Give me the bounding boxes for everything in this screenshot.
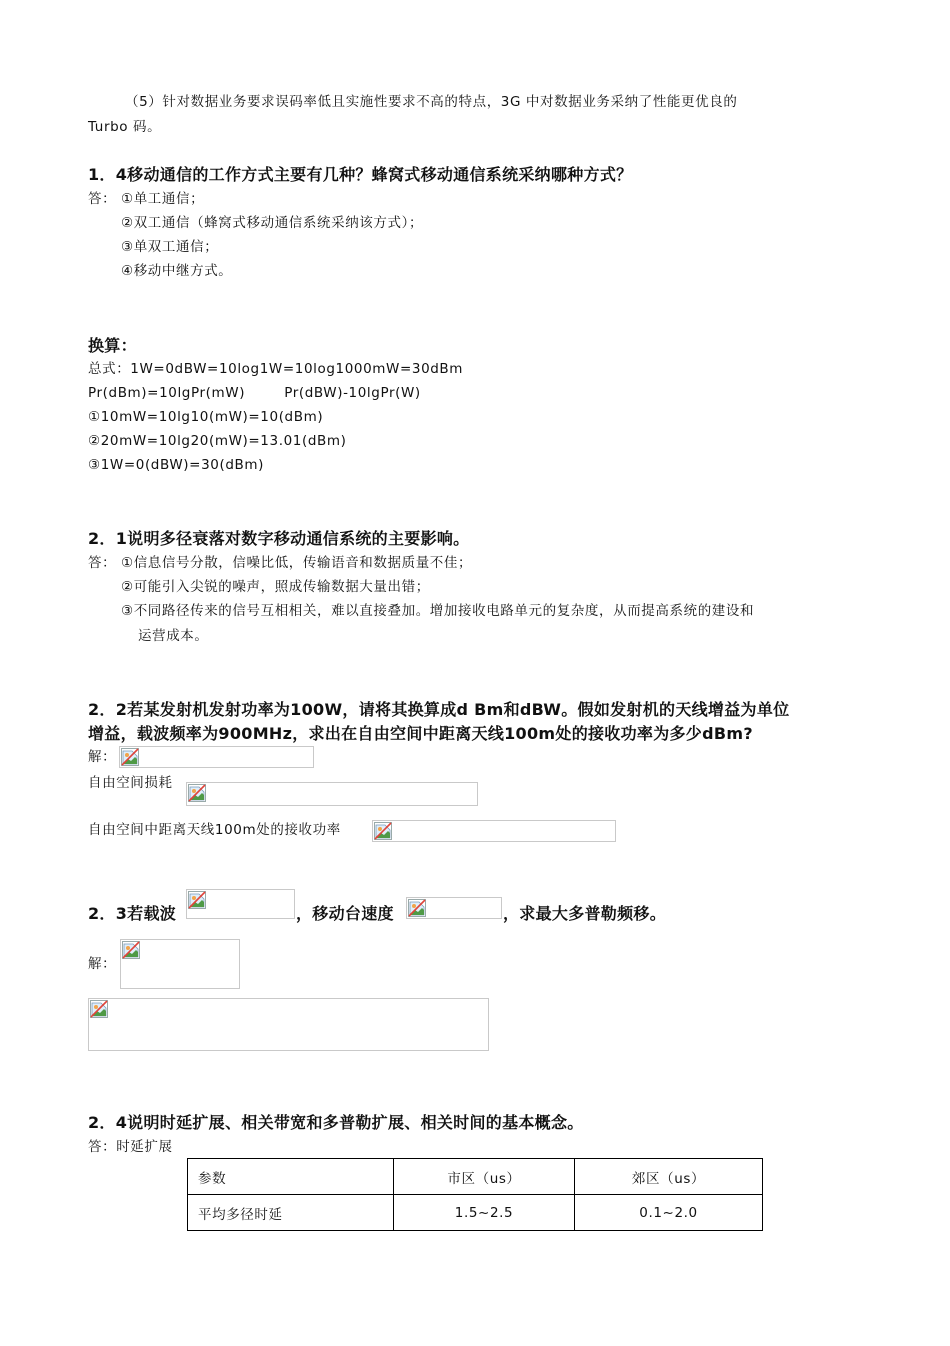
broken-image-icon	[374, 822, 392, 840]
conversion-line: ②20mW=10lg20(mW)=13.01(dBm)	[88, 433, 347, 449]
answer-prefix: 答：	[88, 191, 117, 207]
table-header-cell: 市区（us）	[394, 1159, 575, 1195]
formula-image	[372, 820, 616, 842]
list-item: ①单工通信；	[121, 191, 205, 207]
conversion-line: ①10mW=10lg10(mW)=10(dBm)	[88, 409, 324, 425]
conversion-line: ③1W=0(dBW)=30(dBm)	[88, 457, 264, 473]
question-2-3-title-part1: 2．3若载波	[88, 904, 177, 923]
paragraph-5-line2: Turbo 码。	[88, 119, 162, 135]
table-header-cell: 郊区（us）	[575, 1159, 763, 1195]
formula-image	[406, 897, 502, 919]
conversion-line: Pr(dBm)=10lgPr(mW) Pr(dBW)-10lgPr(W)	[88, 385, 421, 401]
list-item-continuation: 运营成本。	[138, 628, 209, 644]
formula-image	[120, 939, 240, 989]
question-2-1-title: 2．1说明多径衰落对数字移动通信系统的主要影响。	[88, 529, 470, 548]
question-2-3-title-part3: ，求最大多普勒频移。	[503, 904, 667, 923]
list-item: ①信息信号分散，信噪比低，传输语音和数据质量不佳；	[121, 555, 473, 571]
broken-image-icon	[90, 1000, 108, 1018]
formula-image	[119, 746, 314, 768]
broken-image-icon	[188, 891, 206, 909]
list-item: ④移动中继方式。	[121, 263, 233, 279]
received-power-label: 自由空间中距离天线100m处的接收功率	[88, 822, 341, 838]
formula-image	[186, 889, 295, 919]
delay-spread-table	[187, 1158, 763, 1231]
answer-text: 答：时延扩展	[88, 1139, 173, 1155]
list-item: ③不同路径传来的信号互相相关，难以直接叠加。增加接收电路单元的复杂度，从而提高系统的建设和	[121, 603, 755, 619]
broken-image-icon	[408, 899, 426, 917]
conversion-line: 总式：1W=0dBW=10log1W=10log1000mW=30dBm	[88, 361, 464, 377]
solution-label: 解：	[88, 749, 117, 765]
question-1-4-title: 1．4移动通信的工作方式主要有几种？蜂窝式移动通信系统采纳哪种方式？	[88, 165, 633, 184]
question-2-4-title: 2．4说明时延扩展、相关带宽和多普勒扩展、相关时间的基本概念。	[88, 1113, 584, 1132]
list-item: ③单双工通信；	[121, 239, 219, 255]
question-2-2-title-line2: 增益，载波频率为900MHz，求出在自由空间中距离天线100m处的接收功率为多少dBm?	[88, 724, 753, 743]
question-2-3-title-part2: ，移动台速度	[296, 904, 394, 923]
paragraph-5-line1: （5）针对数据业务要求误码率低且实施性要求不高的特点，3G 中对数据业务采纳了性能更优良的	[125, 94, 738, 110]
table-cell: 1.5~2.5	[394, 1195, 575, 1231]
question-2-2-title-line1: 2．2若某发射机发射功率为100W，请将其换算成d Bm和dBW。假如发射机的天线增益为单位	[88, 700, 790, 719]
list-item: ②可能引入尖锐的噪声，照成传输数据大量出错；	[121, 579, 430, 595]
formula-image	[88, 998, 489, 1051]
broken-image-icon	[188, 784, 206, 802]
formula-image	[186, 782, 478, 806]
answer-prefix: 答：	[88, 555, 117, 571]
free-space-loss-label: 自由空间损耗	[88, 775, 173, 791]
solution-label: 解：	[88, 956, 117, 972]
conversion-title: 换算：	[88, 336, 137, 355]
table-cell: 平均多径时延	[188, 1195, 394, 1231]
table-cell: 0.1~2.0	[575, 1195, 763, 1231]
broken-image-icon	[121, 748, 139, 766]
broken-image-icon	[122, 941, 140, 959]
list-item: ②双工通信（蜂窝式移动通信系统采纳该方式）；	[121, 215, 424, 231]
table-row	[188, 1195, 763, 1231]
table-header-row	[188, 1159, 763, 1195]
table-header-cell: 参数	[188, 1159, 394, 1195]
